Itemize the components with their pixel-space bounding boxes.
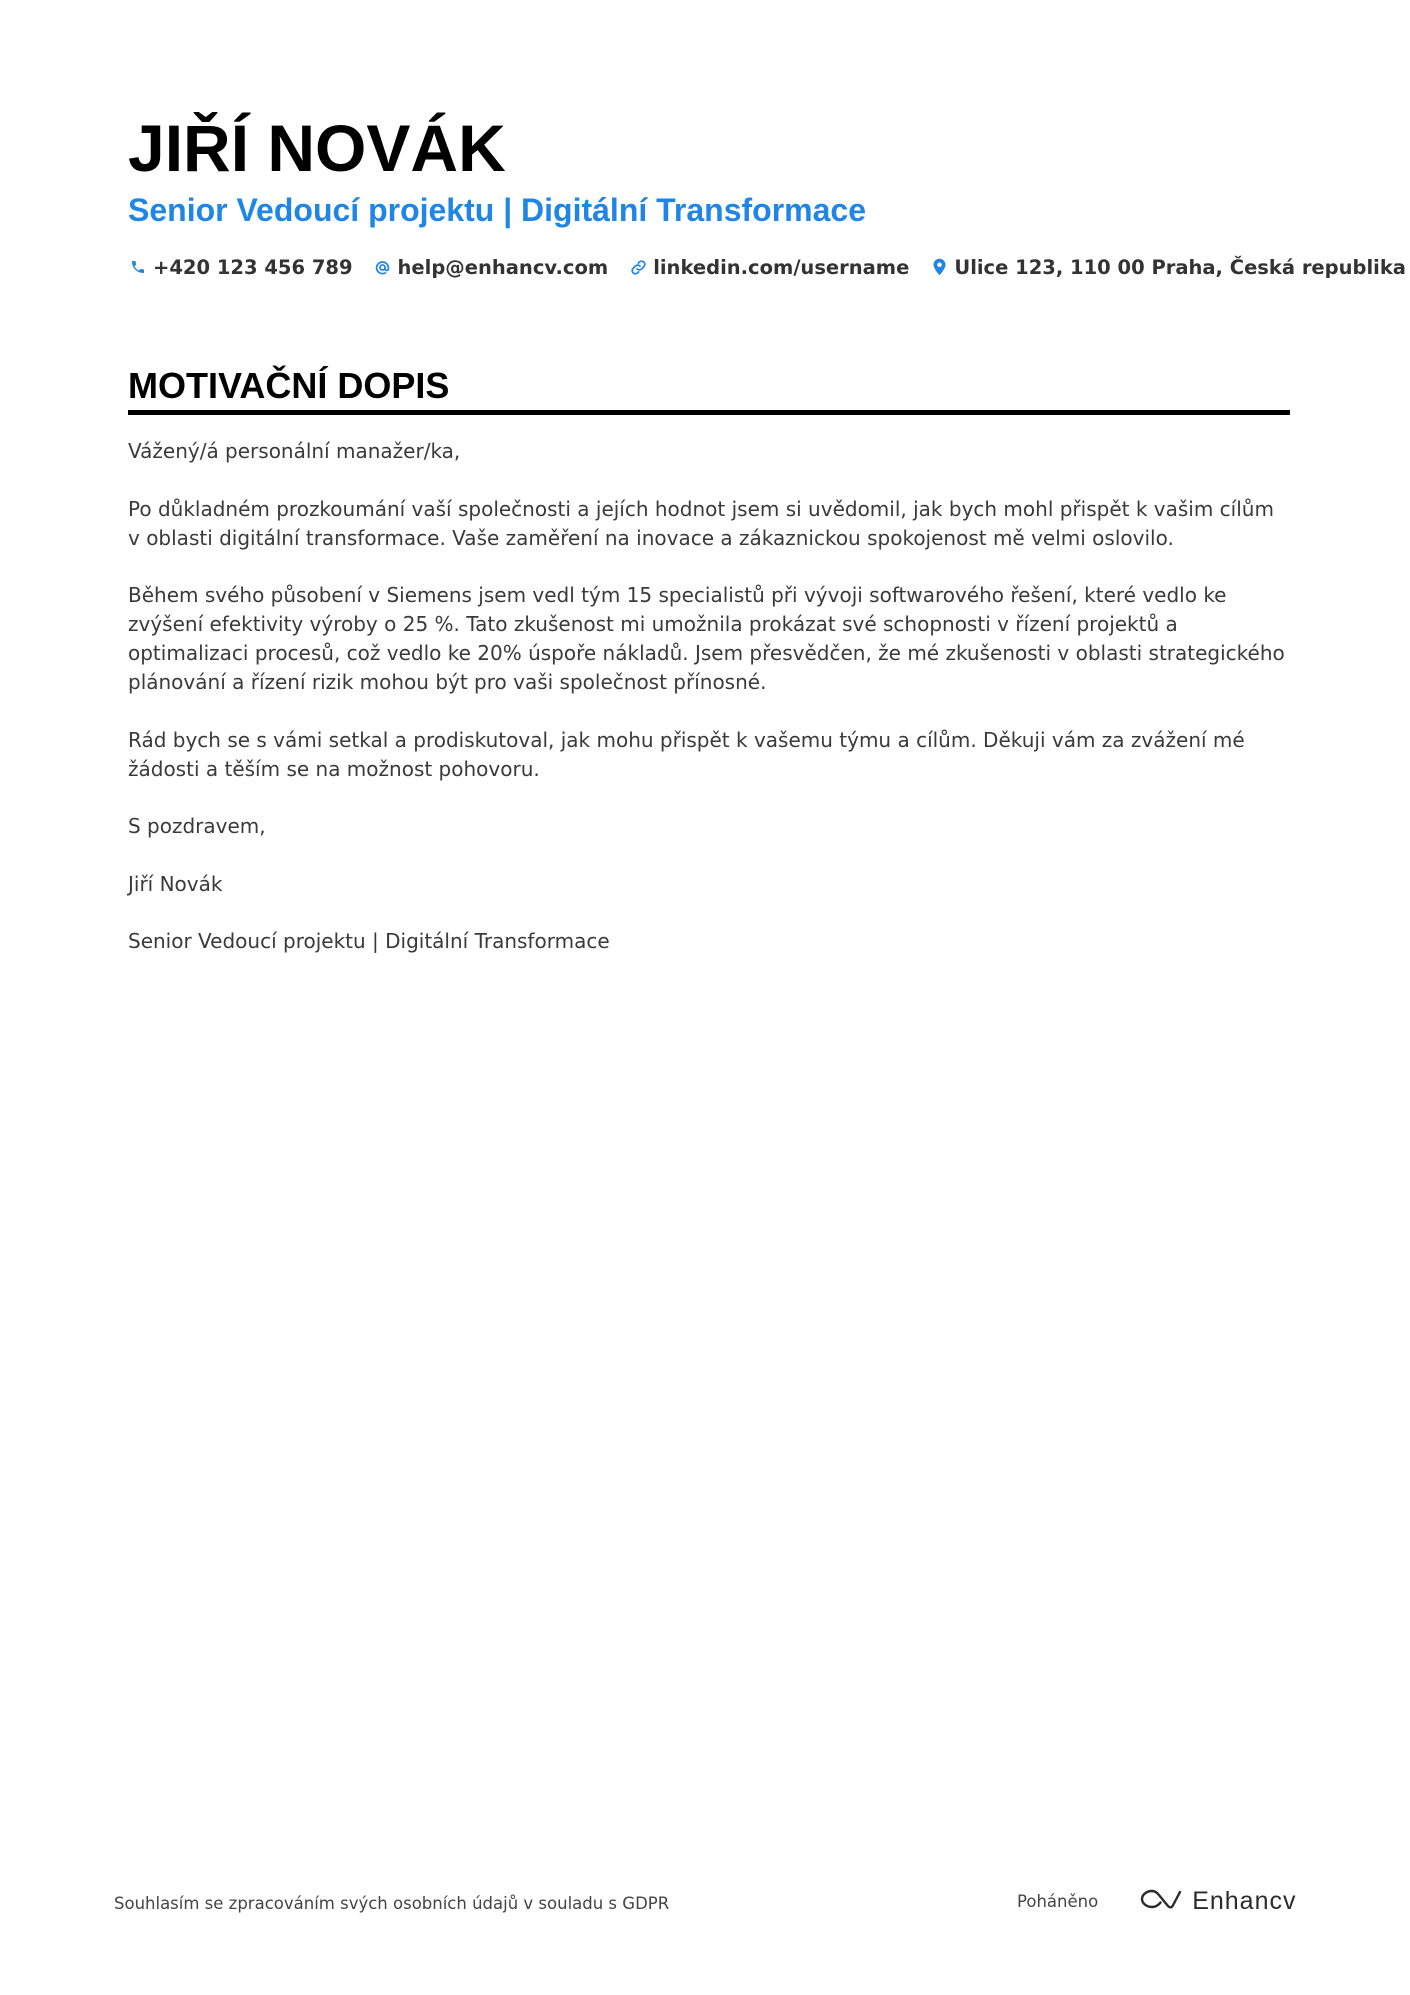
enhancv-logo[interactable] [1138,1887,1296,1916]
link-icon [628,257,648,277]
contact-linkedin-text[interactable]: linkedin.com/username [653,255,910,279]
location-pin-icon [929,257,949,277]
header [128,108,1406,283]
contact-address-text: Ulice 123, 110 00 Praha, Česká republika [954,255,1406,279]
powered-by-label: Poháněno [1017,1891,1099,1911]
signature-name: Jiří Novák [128,871,223,896]
contact-email [373,256,609,279]
contact-phone-text: +420 123 456 789 [153,255,353,279]
letter-paragraph: Rád bych se s vámi setkal a prodiskutoval, jak mohu přispět k vašemu týmu a cílům. Děkuji vám za zvážení mé žádosti a těším se na možnost pohovoru. [128,727,1245,781]
phone-icon [128,257,148,277]
cover-letter-section [128,364,1290,985]
letter-closing: S pozdravem, [128,814,266,838]
section-title: MOTIVAČNÍ DOPIS [128,364,1290,415]
powered-by [1017,1880,1296,1922]
contact-email-text[interactable]: help@enhancv.com [397,255,609,279]
signature-title: Senior Vedoucí projektu | Digitální Transformace [128,929,610,953]
at-icon [373,257,393,277]
letter-salutation: Vážený/á personální manažer/ka, [128,439,461,463]
letter-paragraph: Během svého působení v Siemens jsem vedl tým 15 specialistů při vývoji softwarového řešení, které vedlo ke zvýšení efektivity výroby o 25 %. Tato zkušenost mi umožnila prokázat své schopnosti v řízení projektů a optimalizaci procesů, což vedlo ke 20% úspoře nákladů. Jsem přesvědčen, že mé zkušenosti v oblasti strategického plánování a řízení rizik mohou být pro vaši společnost přínosné. [128,583,1285,694]
contact-bar [128,251,1406,283]
contact-linkedin [628,256,909,279]
enhancv-logo-icon [1138,1887,1184,1915]
contact-address [929,256,1406,279]
contact-phone [128,256,353,279]
letter-paragraph: Po důkladném prozkoumání vaší společnosti a jejích hodnot jsem si uvědomil, jak bych mohl přispět k vašim cílům v oblasti digitální transformace. Vaše zaměření na inovace a zákaznickou spokojenost mě velmi oslovilo. [128,496,1274,550]
enhancv-brand-name: Enhancv [1192,1886,1297,1915]
applicant-name: JIŘÍ NOVÁK [128,111,506,185]
letter-body [128,437,1288,956]
applicant-title: Senior Vedoucí projektu | Digitální Transformace [128,192,867,228]
gdpr-consent: Souhlasím se zpracováním svých osobních údajů v souladu s GDPR [114,1894,670,1913]
